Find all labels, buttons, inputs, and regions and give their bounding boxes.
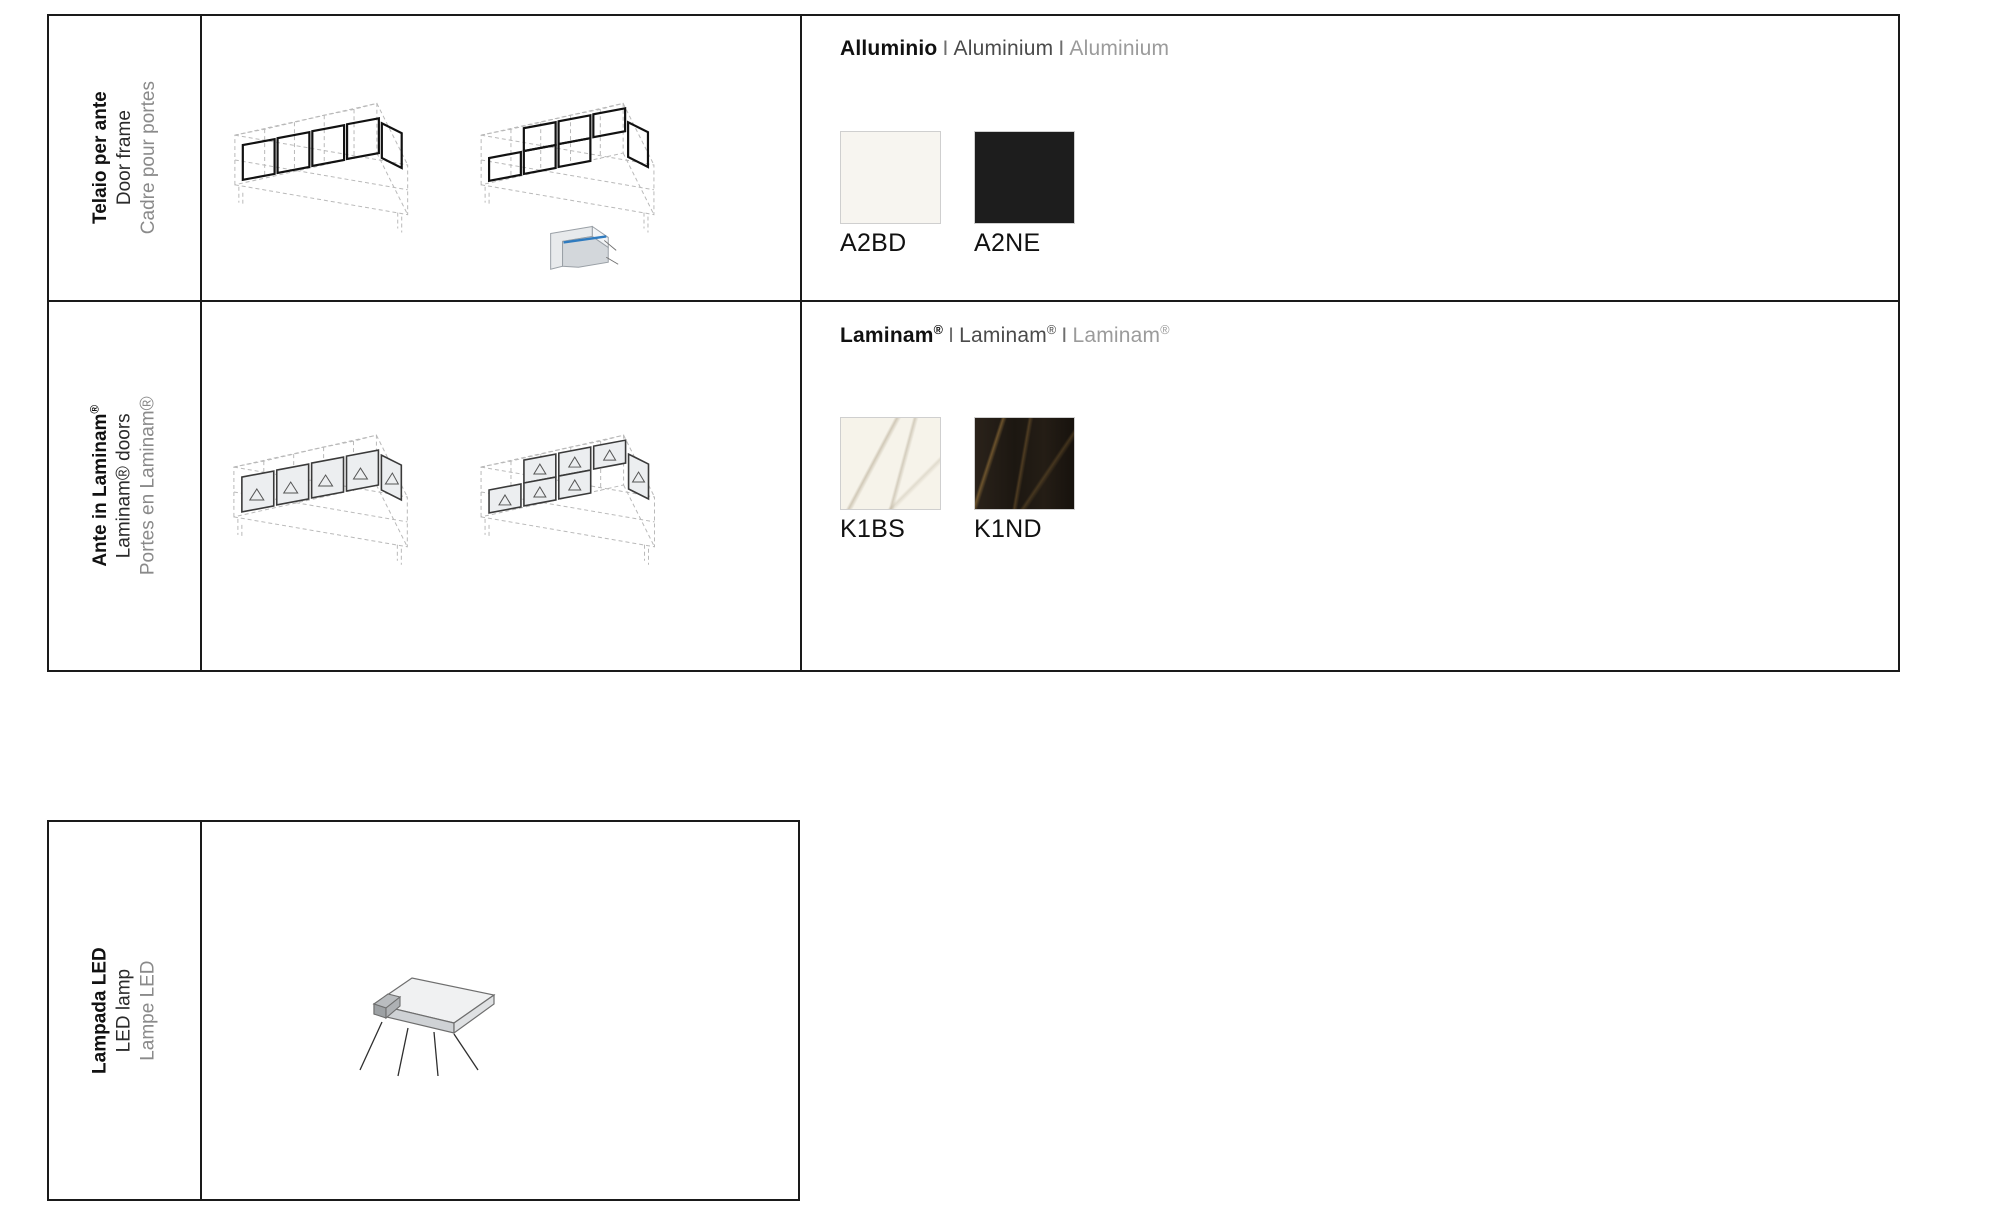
led-lamp-illustration-cell (202, 822, 798, 1199)
swatch-color-a2ne[interactable] (974, 131, 1075, 224)
swatch-color-k1nd[interactable] (974, 417, 1075, 510)
finishes-heading-laminam (840, 324, 1898, 346)
swatch-k1bs[interactable] (840, 417, 941, 544)
door-frame-illustration-cell (202, 16, 802, 300)
swatch-code-k1nd: K1ND (974, 515, 1042, 543)
led-lamp-diagram (202, 822, 798, 1199)
row-label-fr: Lampe LED (137, 960, 159, 1061)
finishes-spec-table (47, 14, 1900, 672)
swatch-code-k1bs: K1BS (840, 515, 906, 543)
finishes-heading-fr: Laminam® (1072, 323, 1170, 347)
swatch-a2bd[interactable] (840, 131, 941, 258)
row-label-en: Door frame (113, 110, 135, 206)
swatch-code-a2bd: A2BD (840, 229, 907, 257)
spec-row-laminam-doors (49, 302, 1898, 670)
registered-mark-icon: ® (933, 323, 944, 337)
laminam-finishes-cell (802, 302, 1898, 670)
swatch-code-a2ne: A2NE (974, 229, 1041, 257)
led-lamp-table (47, 820, 800, 1201)
swatch-color-a2bd[interactable] (840, 131, 941, 224)
swatch-row-laminam (840, 417, 1075, 544)
row-label-fr: Portes en Laminam® (137, 396, 159, 576)
profile-detail-icon (551, 227, 619, 270)
finishes-heading-en: Aluminium (953, 37, 1054, 60)
door-frame-diagram (202, 16, 800, 300)
finishes-heading-it: Alluminio (840, 37, 938, 60)
swatch-color-k1bs[interactable] (840, 417, 941, 510)
finishes-heading-sep-2: I (1058, 37, 1065, 60)
finishes-heading-sep-2: I (1061, 324, 1068, 347)
finishes-heading-it: Laminam® (840, 323, 944, 347)
row-label-fr: Cadre pour portes (137, 81, 159, 235)
row-label-laminam-doors (49, 302, 202, 670)
row-label-it: Telaio per ante (89, 91, 111, 225)
laminam-doors-illustration-cell (202, 302, 802, 670)
laminam-doors-diagram (202, 302, 800, 670)
registered-mark-icon: ® (88, 405, 102, 414)
registered-mark-icon: ® (1046, 323, 1057, 337)
finishes-heading-en: Laminam® (959, 323, 1057, 347)
row-label-en: LED lamp (113, 968, 135, 1053)
finishes-heading-fr: Aluminium (1069, 37, 1170, 60)
finishes-heading-sep-1: I (948, 324, 955, 347)
finishes-heading-sep-1: I (942, 37, 949, 60)
swatch-k1nd[interactable] (974, 417, 1075, 544)
finishes-heading-aluminium (840, 38, 1898, 59)
row-label-it: Lampada LED (89, 947, 111, 1074)
light-rays-icon (360, 1022, 478, 1076)
spec-row-door-frame (49, 16, 1898, 302)
row-label-en: Laminam® doors (113, 413, 135, 559)
row-label-door-frame (49, 16, 202, 300)
registered-mark-icon: ® (1160, 323, 1170, 337)
swatch-row-aluminium (840, 131, 1075, 258)
row-label-led-lamp (49, 822, 202, 1199)
swatch-a2ne[interactable] (974, 131, 1075, 258)
row-label-it: Ante in Laminam® (88, 405, 112, 567)
door-frame-finishes-cell (802, 16, 1898, 300)
